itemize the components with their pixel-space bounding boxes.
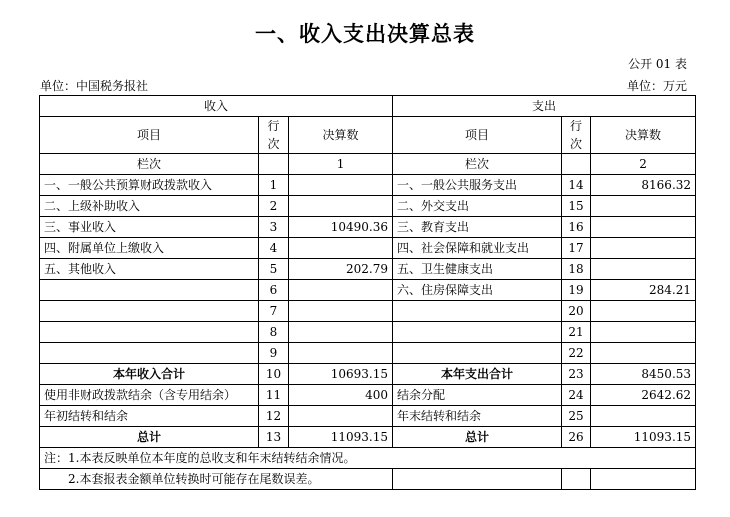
table-row xyxy=(40,217,696,238)
expense-item-cell: 本年支出合计 xyxy=(393,364,562,385)
income-line-cell: 8 xyxy=(259,322,289,343)
expense-line-cell: 20 xyxy=(562,301,591,322)
expense-item-cell: 六、住房保障支出 xyxy=(393,280,562,301)
summary-table xyxy=(39,95,696,490)
table-row xyxy=(40,364,696,385)
table-row xyxy=(40,343,696,364)
expense-item-cell: 总计 xyxy=(393,427,562,448)
expense-item-cell: 二、外交支出 xyxy=(393,196,562,217)
income-amount-cell: 10490.36 xyxy=(289,217,393,238)
expense-item-cell: 结余分配 xyxy=(393,385,562,406)
table-row xyxy=(40,196,696,217)
section-header-row xyxy=(40,96,696,117)
note-empty-cell xyxy=(393,469,562,490)
income-item-cell xyxy=(40,280,259,301)
income-item-cell xyxy=(40,301,259,322)
expense-amount-cell xyxy=(591,406,696,427)
expense-line-cell: 14 xyxy=(562,175,591,196)
income-amount-header: 决算数 xyxy=(289,117,393,154)
table-row xyxy=(40,406,696,427)
expense-lanci-line xyxy=(562,154,591,175)
income-amount-cell xyxy=(289,406,393,427)
expense-amount-cell: 8166.32 xyxy=(591,175,696,196)
table-row xyxy=(40,427,696,448)
note-row-2 xyxy=(40,469,696,490)
income-item-cell: 五、其他收入 xyxy=(40,259,259,280)
expense-item-cell: 三、教育支出 xyxy=(393,217,562,238)
income-lanci-number: 1 xyxy=(289,154,393,175)
table-row xyxy=(40,385,696,406)
income-item-cell: 使用非财政拨款结余（含专用结余） xyxy=(40,385,259,406)
table-body xyxy=(40,175,696,448)
income-line-cell: 5 xyxy=(259,259,289,280)
income-line-cell: 3 xyxy=(259,217,289,238)
page-title: 一、收入支出决算总表 xyxy=(255,22,475,46)
income-header: 收入 xyxy=(40,96,393,117)
expense-line-cell: 15 xyxy=(562,196,591,217)
expense-amount-cell: 8450.53 xyxy=(591,364,696,385)
income-line-cell: 4 xyxy=(259,238,289,259)
income-line-cell: 2 xyxy=(259,196,289,217)
income-item-cell: 总计 xyxy=(40,427,259,448)
expense-line-cell: 23 xyxy=(562,364,591,385)
note-1: 注：1.本表反映单位本年度的总收支和年末结转结余情况。 xyxy=(40,448,696,469)
income-item-cell: 三、事业收入 xyxy=(40,217,259,238)
income-amount-cell xyxy=(289,196,393,217)
income-item-cell xyxy=(40,343,259,364)
expense-item-cell: 四、社会保障和就业支出 xyxy=(393,238,562,259)
column-header-row xyxy=(40,117,696,154)
note-row-1 xyxy=(40,448,696,469)
income-line-cell: 1 xyxy=(259,175,289,196)
income-line-cell: 13 xyxy=(259,427,289,448)
income-item-cell: 二、上级补助收入 xyxy=(40,196,259,217)
income-amount-cell: 11093.15 xyxy=(289,427,393,448)
expense-amount-cell: 2642.62 xyxy=(591,385,696,406)
income-amount-cell xyxy=(289,322,393,343)
expense-line-cell: 18 xyxy=(562,259,591,280)
income-lanci-label: 栏次 xyxy=(40,154,259,175)
expense-lanci-number: 2 xyxy=(591,154,696,175)
expense-line-cell: 19 xyxy=(562,280,591,301)
expense-line-cell: 21 xyxy=(562,322,591,343)
table-row xyxy=(40,175,696,196)
expense-line-cell: 17 xyxy=(562,238,591,259)
income-item-cell: 本年收入合计 xyxy=(40,364,259,385)
expense-line-header xyxy=(562,117,591,154)
expense-amount-cell xyxy=(591,238,696,259)
expense-line-cell: 16 xyxy=(562,217,591,238)
expense-amount-cell xyxy=(591,343,696,364)
income-item-cell xyxy=(40,322,259,343)
lanci-row xyxy=(40,154,696,175)
expense-amount-cell: 11093.15 xyxy=(591,427,696,448)
income-line-cell: 12 xyxy=(259,406,289,427)
expense-line-cell: 26 xyxy=(562,427,591,448)
expense-line-cell: 25 xyxy=(562,406,591,427)
income-line-cell: 7 xyxy=(259,301,289,322)
expense-amount-header: 决算数 xyxy=(591,117,696,154)
expense-amount-cell xyxy=(591,259,696,280)
table-row xyxy=(40,301,696,322)
expense-item-cell: 五、卫生健康支出 xyxy=(393,259,562,280)
expense-item-cell xyxy=(393,301,562,322)
income-item-cell: 四、附属单位上缴收入 xyxy=(40,238,259,259)
expense-amount-cell xyxy=(591,217,696,238)
note-empty-cell xyxy=(591,469,696,490)
expense-line-cell: 22 xyxy=(562,343,591,364)
income-item-cell: 一、一般公共预算财政拨款收入 xyxy=(40,175,259,196)
income-amount-cell xyxy=(289,343,393,364)
income-amount-cell xyxy=(289,280,393,301)
expense-amount-cell xyxy=(591,301,696,322)
note-2: 2.本套报表金额单位转换时可能存在尾数误差。 xyxy=(40,469,393,490)
expense-item-cell: 一、一般公共服务支出 xyxy=(393,175,562,196)
income-line-cell: 10 xyxy=(259,364,289,385)
table-row xyxy=(40,238,696,259)
unit-organization: 单位：中国税务报社 xyxy=(40,79,149,93)
table-row xyxy=(40,259,696,280)
expense-item-cell: 年末结转和结余 xyxy=(393,406,562,427)
line-header-top: 行 xyxy=(570,119,583,133)
income-amount-cell: 400 xyxy=(289,385,393,406)
form-code: 公开 01 表 xyxy=(628,57,687,71)
line-header-top: 行 xyxy=(267,119,280,133)
line-header-bottom: 次 xyxy=(570,137,583,151)
income-amount-cell xyxy=(289,175,393,196)
expense-lanci-label: 栏次 xyxy=(393,154,562,175)
income-amount-cell xyxy=(289,301,393,322)
income-line-cell: 9 xyxy=(259,343,289,364)
expense-amount-cell: 284.21 xyxy=(591,280,696,301)
income-amount-cell xyxy=(289,238,393,259)
income-lanci-line xyxy=(259,154,289,175)
income-amount-cell: 202.79 xyxy=(289,259,393,280)
income-line-header xyxy=(259,117,289,154)
line-header-bottom: 次 xyxy=(267,137,280,151)
expense-item-cell xyxy=(393,343,562,364)
unit-currency: 单位：万元 xyxy=(626,79,687,93)
expense-line-cell: 24 xyxy=(562,385,591,406)
expense-item-cell xyxy=(393,322,562,343)
expense-amount-cell xyxy=(591,322,696,343)
expense-item-header: 项目 xyxy=(393,117,562,154)
note-empty-cell xyxy=(562,469,591,490)
table-row xyxy=(40,322,696,343)
income-line-cell: 6 xyxy=(259,280,289,301)
income-amount-cell: 10693.15 xyxy=(289,364,393,385)
income-line-cell: 11 xyxy=(259,385,289,406)
expense-header: 支出 xyxy=(393,96,696,117)
income-item-header: 项目 xyxy=(40,117,259,154)
table-row xyxy=(40,280,696,301)
income-item-cell: 年初结转和结余 xyxy=(40,406,259,427)
expense-amount-cell xyxy=(591,196,696,217)
